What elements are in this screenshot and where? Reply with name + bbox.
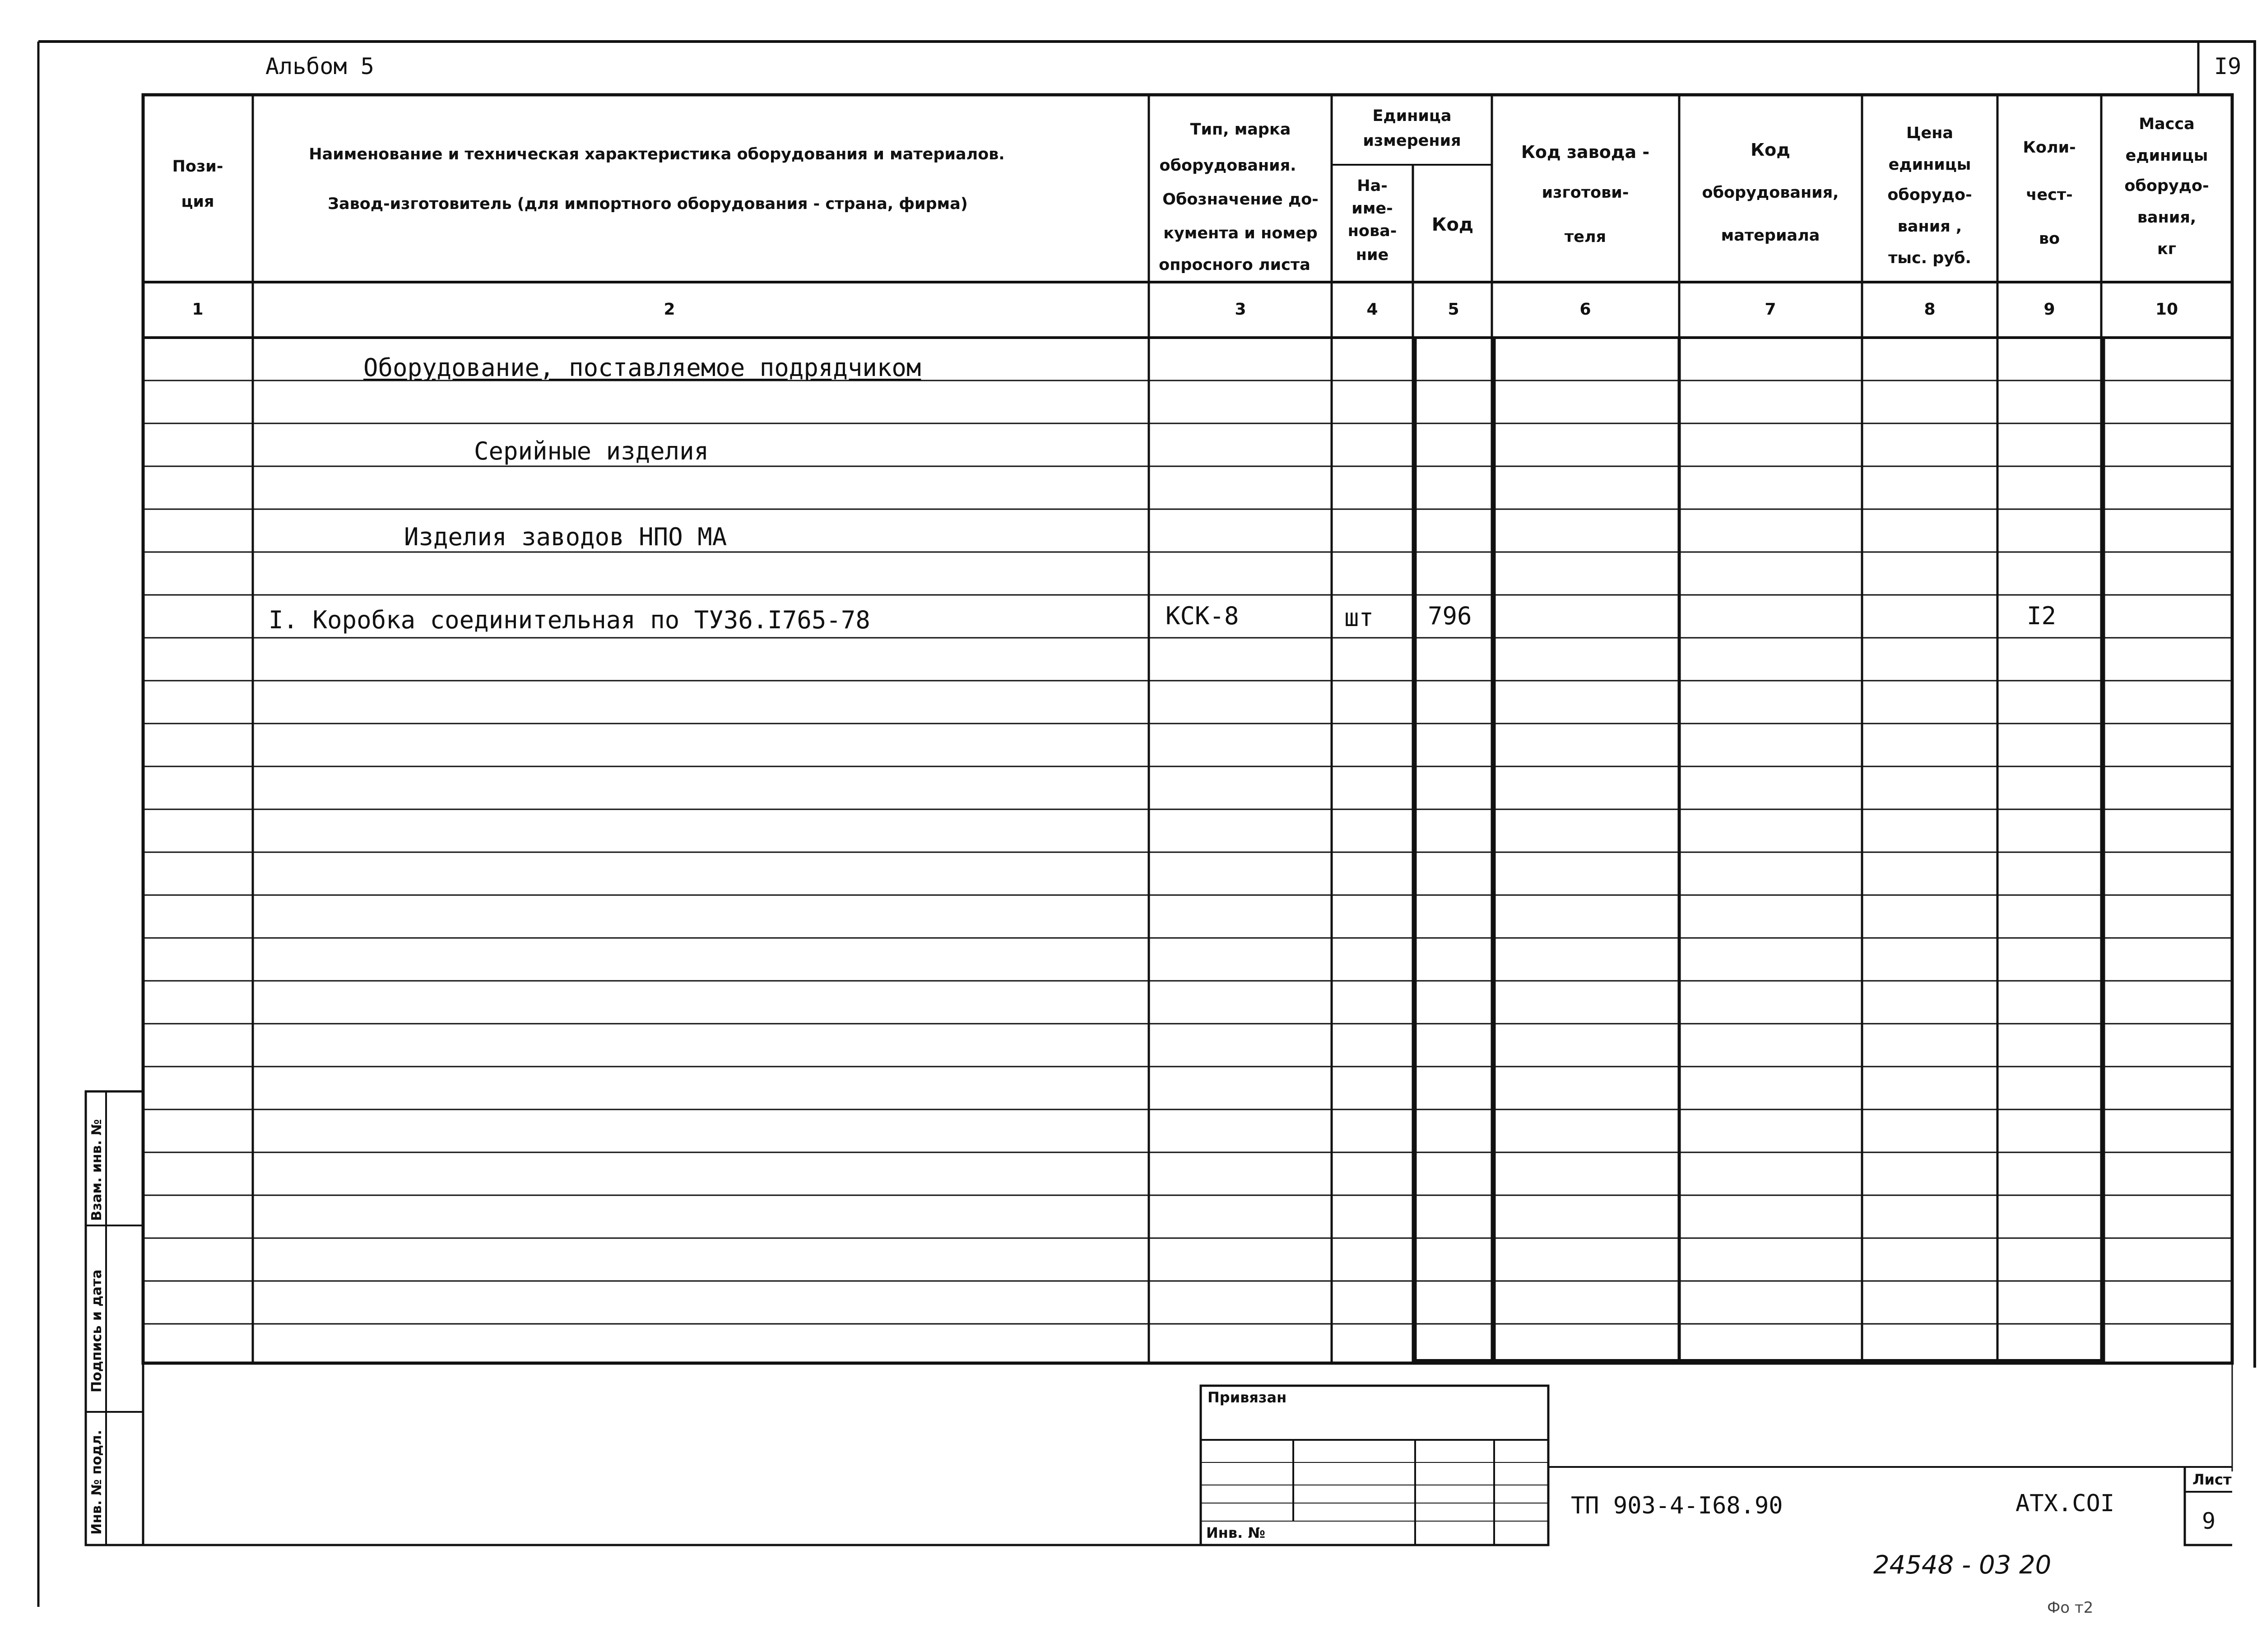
- subsection-title: Серийные изделия: [474, 437, 709, 465]
- header-units-line1: Единица: [1372, 107, 1452, 125]
- header-price-line4: вания ,: [1897, 218, 1962, 236]
- header-type-line2: оборудования.: [1159, 157, 1296, 175]
- row-1-quantity: I2: [2027, 602, 2057, 630]
- list-label: Лист: [2192, 1471, 2232, 1488]
- header-units-line2: измерения: [1363, 132, 1461, 150]
- row-1-unit-code: 796: [1428, 602, 1472, 630]
- row-1-name: I. Коробка соединительная по ТУ36.I765-78: [269, 606, 870, 634]
- document-code: АТХ.СОI: [2016, 1490, 2115, 1517]
- header-unit-name-line4: ние: [1356, 246, 1389, 264]
- album-label: Альбом 5: [265, 53, 374, 79]
- header-mass-line5: кг: [2157, 240, 2177, 258]
- column-number-8: 8: [1924, 300, 1936, 319]
- header-equipment-code-line1: Код: [1751, 140, 1790, 160]
- header-unit-name-line3: нова-: [1347, 222, 1397, 240]
- row-1-type: КСК-8: [1166, 602, 1239, 630]
- header-type-line4: кумента и номер: [1163, 224, 1318, 242]
- format-mark: Фо т2: [2047, 1599, 2094, 1617]
- header-mass-line2: единицы: [2125, 147, 2208, 165]
- header-equipment-code-line2: оборудования,: [1702, 184, 1839, 202]
- header-factory-code-line3: теля: [1564, 228, 1607, 246]
- header-price-line3: оборудо-: [1887, 186, 1972, 204]
- header-factory-code-line1: Код завода -: [1521, 142, 1650, 162]
- header-quantity-line1: Коли-: [2023, 139, 2076, 157]
- header-name-line1: Наименование и техническая характеристика оборудования и материалов.: [309, 145, 1005, 163]
- side-stamp-inv: Инв. № подл.: [89, 1429, 105, 1535]
- header-quantity-line2: чест-: [2026, 186, 2073, 204]
- header-unit-code: Код: [1431, 214, 1474, 235]
- column-number-3: 3: [1235, 300, 1246, 319]
- header-price-line2: единицы: [1888, 156, 1971, 174]
- header-mass-line1: Масса: [2139, 115, 2195, 133]
- header-quantity-line3: во: [2039, 230, 2060, 248]
- side-stamp-vzam: Взам. инв. №: [89, 1119, 105, 1221]
- header-price-line1: Цена: [1906, 124, 1954, 142]
- header-price-line5: тыс. руб.: [1888, 249, 1971, 267]
- inv-no-label: Инв. №: [1206, 1524, 1265, 1541]
- column-number-2: 2: [664, 300, 675, 319]
- column-number-4: 4: [1366, 300, 1378, 319]
- header-mass-line3: оборудо-: [2124, 177, 2209, 195]
- header-mass-line4: вания,: [2137, 209, 2197, 227]
- project-code: ТП 903-4-I68.90: [1571, 1492, 1783, 1519]
- page-number: I9: [2214, 53, 2242, 79]
- group-title: Изделия заводов НПО МА: [404, 523, 727, 551]
- header-factory-code-line2: изготови-: [1542, 184, 1629, 202]
- header-name-line2: Завод-изготовитель (для импортного оборудования - страна, фирма): [328, 195, 968, 213]
- section-title: Оборудование, поставляемое подрядчиком: [363, 353, 921, 382]
- side-stamp-podpis: Подпись и дата: [89, 1269, 105, 1392]
- list-number: 9: [2202, 1508, 2216, 1534]
- row-1-unit: шт: [1344, 603, 1374, 632]
- header-position-line1: Пози-: [172, 158, 223, 176]
- column-number-9: 9: [2043, 300, 2055, 319]
- privyazan-label: Привязан: [1207, 1389, 1287, 1406]
- header-type-line3: Обозначение до-: [1162, 190, 1319, 209]
- column-number-10: 10: [2155, 300, 2178, 319]
- handwritten-number: 24548 - 03 20: [1873, 1550, 2052, 1580]
- column-number-1: 1: [192, 300, 204, 319]
- column-number-7: 7: [1765, 300, 1776, 319]
- header-type-line5: опросного листа: [1159, 256, 1310, 274]
- column-number-6: 6: [1579, 300, 1591, 319]
- header-unit-name-line2: име-: [1351, 200, 1393, 218]
- column-number-5: 5: [1448, 300, 1459, 319]
- header-position-line2: ция: [181, 193, 214, 211]
- header-type-line1: Тип, марка: [1190, 121, 1291, 139]
- header-equipment-code-line3: материала: [1721, 227, 1820, 245]
- header-unit-name-line1: На-: [1357, 177, 1388, 195]
